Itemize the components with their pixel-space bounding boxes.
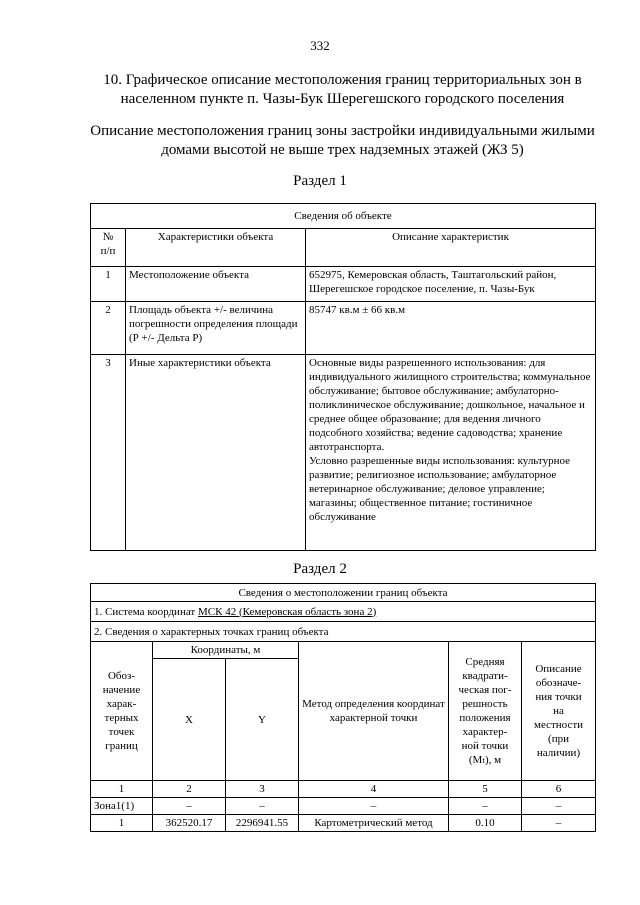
column-number-row <box>91 781 596 798</box>
col-header-point-description: Описание обозначе- ния точки на местности (при наличии) <box>522 642 596 781</box>
table-row <box>91 302 596 355</box>
col-header-designation: Обоз- начение харак- терных точек границ <box>91 642 153 781</box>
point-x: – <box>153 798 226 815</box>
object-info-table-title: Сведения об объекте <box>91 204 596 229</box>
row-value: 652975, Кемеровская область, Таштагольский район, Шерегешское городское поселение, п. Чазы-Бук <box>306 267 596 302</box>
row-name: Местоположение объекта <box>126 267 306 302</box>
row-value: 85747 кв.м ± 66 кв.м <box>306 302 596 355</box>
boundary-points-table <box>90 583 596 832</box>
table-row <box>91 815 596 832</box>
column-number: 5 <box>449 781 522 798</box>
point-description: – <box>522 815 596 832</box>
point-designation: Зона1(1) <box>91 798 153 815</box>
col-header-error: Средняя квадрати- ческая пог- решность положения характер- ной точки (Mₜ), м <box>449 642 522 781</box>
row-num: 2 <box>91 302 126 355</box>
boundary-table-title: Сведения о местоположении границ объекта <box>91 584 596 602</box>
col-header-num: № п/п <box>91 229 126 267</box>
section-heading: 10. Графическое описание местоположения границ территориальных зон в населенном пункте п. Чазы-Бук Шерегешского городского поселения <box>103 72 582 107</box>
col-header-y: Y <box>226 659 299 781</box>
coordinate-system-value: МСК 42 (Кемеровская область зона 2) <box>197 605 377 618</box>
zone-description-heading: Описание местоположения границ зоны застройки индивидуальными жилыми домами высотой не выше трех надземных этажей (ЖЗ 5) <box>90 123 595 158</box>
section2-title: Раздел 2 <box>293 561 347 577</box>
point-x: 362520.17 <box>153 815 226 832</box>
point-error: 0.10 <box>449 815 522 832</box>
row-num: 3 <box>91 355 126 551</box>
table-row <box>91 798 596 815</box>
row-name: Площадь объекта +/- величина погрешности определения площади (Р +/- Дельта Р) <box>126 302 306 355</box>
point-y: – <box>226 798 299 815</box>
row-name: Иные характеристики объекта <box>126 355 306 551</box>
row-value: Основные виды разрешенного использования: для индивидуального жилищного строительства; коммунальное обслуживание; бытовое обслуживание; амбулаторно-поликлиническое обслуживание; дошкольное, начальное и среднее общее образование; для ведения личного подсобного хозяйства; ведение садоводства; хранение автотранспорта. Условно разрешенные виды использования: культурное развитие; религиозное использование; амбулаторное ветеринарное обслуживание; деловое управление; магазины; общественное питание; гостиничное обслуживание <box>306 355 596 551</box>
section1-title: Раздел 1 <box>293 173 347 189</box>
table-row <box>91 355 596 551</box>
col-header-x: X <box>153 659 226 781</box>
column-number: 3 <box>226 781 299 798</box>
table-row <box>91 267 596 302</box>
object-info-table <box>90 203 596 551</box>
point-description: – <box>522 798 596 815</box>
column-number: 1 <box>91 781 153 798</box>
col-header-description: Описание характеристик <box>306 229 596 267</box>
coordinate-system-row <box>91 602 596 622</box>
point-method: – <box>299 798 449 815</box>
column-number: 2 <box>153 781 226 798</box>
point-error: – <box>449 798 522 815</box>
point-y: 2296941.55 <box>226 815 299 832</box>
point-method: Картометрический метод <box>299 815 449 832</box>
column-number: 6 <box>522 781 596 798</box>
points-info-label: 2. Сведения о характерных точках границ объекта <box>91 622 596 642</box>
row-num: 1 <box>91 267 126 302</box>
column-number: 4 <box>299 781 449 798</box>
col-header-method: Метод определения координат характерной точки <box>299 642 449 781</box>
point-designation: 1 <box>91 815 153 832</box>
col-header-coordinates: Координаты, м <box>153 642 299 659</box>
coordinate-system-label: 1. Система координат <box>94 605 198 618</box>
page-number: 332 <box>310 38 330 53</box>
col-header-characteristic: Характеристики объекта <box>126 229 306 267</box>
